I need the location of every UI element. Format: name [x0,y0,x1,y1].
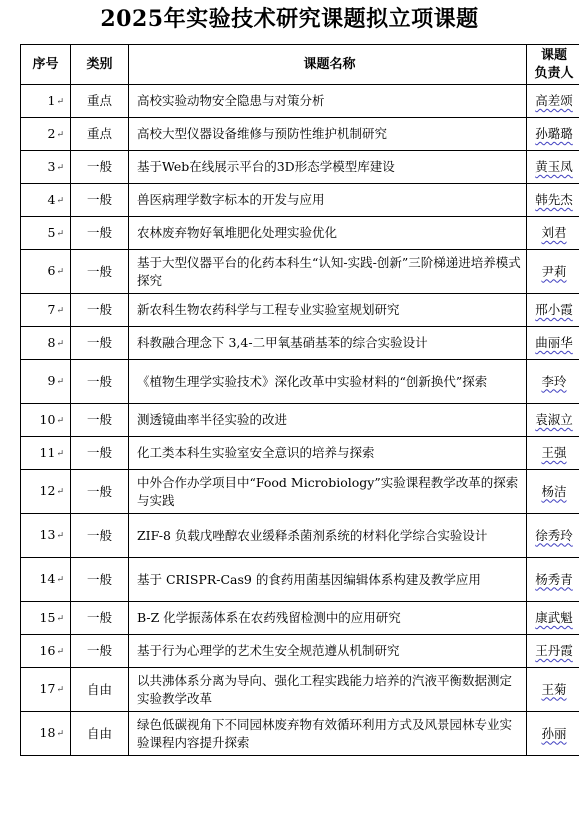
row-no-cell: 13↵ [21,514,71,558]
row-title-cell: 中外合作办学项目中“Food Microbiology”实验课程教学改革的探索与实践 [129,470,527,514]
row-type-cell: 一般 [71,437,129,470]
table-row [21,437,579,470]
row-no-cell: 5↵ [21,217,71,250]
row-lead-cell: 杨洁 [527,470,579,514]
row-title-cell: 基于行为心理学的艺术生安全规范遵从机制研究 [129,635,527,668]
row-title-cell: 基于大型仪器平台的化药本科生“认知-实践-创新”三阶梯递进培养模式探究 [129,250,527,294]
table-row [21,514,579,558]
row-type-cell: 一般 [71,250,129,294]
row-lead-cell: 王丹霞 [527,635,579,668]
row-type-cell: 一般 [71,635,129,668]
row-title-cell: 基于Web在线展示平台的3D形态学模型库建设 [129,151,527,184]
table-row [21,85,579,118]
row-type-cell: 一般 [71,602,129,635]
table-row [21,470,579,514]
row-title-cell: 新农科生物农药科学与工程专业实验室规划研究 [129,294,527,327]
row-lead-cell: 王强 [527,437,579,470]
table-row [21,635,579,668]
row-title-cell: 科教融合理念下 3,4-二甲氧基硝基苯的综合实验设计 [129,327,527,360]
row-lead-cell: 王菊 [527,668,579,712]
row-type-cell: 一般 [71,514,129,558]
row-no-cell: 2↵ [21,118,71,151]
row-lead-cell: 韩先杰 [527,184,579,217]
table-row [21,184,579,217]
row-title-cell: 高校大型仪器设备维修与预防性维护机制研究 [129,118,527,151]
row-lead-cell: 曲丽华 [527,327,579,360]
table-row [21,404,579,437]
row-type-cell: 一般 [71,217,129,250]
header-no: 序号 [21,45,71,85]
row-no-cell: 7↵ [21,294,71,327]
table-body [21,85,579,756]
table-row [21,558,579,602]
table-row [21,217,579,250]
row-no-cell: 8↵ [21,327,71,360]
row-no-cell: 4↵ [21,184,71,217]
table-row [21,151,579,184]
table-row [21,360,579,404]
row-no-cell: 10↵ [21,404,71,437]
header-type: 类别 [71,45,129,85]
row-lead-cell: 高差颂 [527,85,579,118]
row-lead-cell: 孙丽 [527,712,579,756]
row-type-cell: 一般 [71,404,129,437]
row-type-cell: 一般 [71,184,129,217]
row-type-cell: 重点 [71,85,129,118]
table-row [21,712,579,756]
row-lead-cell: 徐秀玲 [527,514,579,558]
row-type-cell: 一般 [71,558,129,602]
row-no-cell: 15↵ [21,602,71,635]
header-title: 课题名称 [129,45,527,85]
row-title-cell: 测透镜曲率半径实验的改进 [129,404,527,437]
row-lead-cell: 刘君 [527,217,579,250]
table-row [21,668,579,712]
table-row [21,327,579,360]
row-title-cell: 绿色低碳视角下不同园林废弃物有效循环利用方式及风景园林专业实验课程内容提升探索 [129,712,527,756]
table-row [21,118,579,151]
row-no-cell: 1↵ [21,85,71,118]
row-type-cell: 自由 [71,668,129,712]
row-title-cell: B-Z 化学振荡体系在农药残留检测中的应用研究 [129,602,527,635]
row-type-cell: 一般 [71,470,129,514]
row-title-cell: 以共沸体系分离为导向、强化工程实践能力培养的汽液平衡数据测定实验教学改革 [129,668,527,712]
row-lead-cell: 康武魁 [527,602,579,635]
row-title-cell: 基于 CRISPR-Cas9 的食药用菌基因编辑体系构建及教学应用 [129,558,527,602]
row-no-cell: 11↵ [21,437,71,470]
table-row [21,602,579,635]
row-no-cell: 3↵ [21,151,71,184]
row-no-cell: 18↵ [21,712,71,756]
row-type-cell: 重点 [71,118,129,151]
row-type-cell: 一般 [71,360,129,404]
row-lead-cell: 杨秀青 [527,558,579,602]
page-title: 2025年实验技术研究课题拟立项课题 [100,6,479,32]
project-table [20,44,579,756]
row-lead-cell: 孙璐璐 [527,118,579,151]
row-title-cell: 《植物生理学实验技术》深化改革中实验材料的“创新换代”探索 [129,360,527,404]
row-lead-cell: 黄玉凤 [527,151,579,184]
row-type-cell: 一般 [71,294,129,327]
row-lead-cell: 袁淑立 [527,404,579,437]
row-no-cell: 12↵ [21,470,71,514]
row-title-cell: 化工类本科生实验室安全意识的培养与探索 [129,437,527,470]
row-type-cell: 自由 [71,712,129,756]
row-title-cell: 农林废弃物好氧堆肥化处理实验优化 [129,217,527,250]
header-lead: 课题 负责人 [527,45,579,85]
row-no-cell: 16↵ [21,635,71,668]
table-row [21,294,579,327]
row-lead-cell: 李玲 [527,360,579,404]
row-no-cell: 9↵ [21,360,71,404]
row-lead-cell: 邢小霞 [527,294,579,327]
row-title-cell: ZIF-8 负载戊唑醇农业缓释杀菌剂系统的材料化学综合实验设计 [129,514,527,558]
row-type-cell: 一般 [71,151,129,184]
row-title-cell: 兽医病理学数字标本的开发与应用 [129,184,527,217]
row-no-cell: 6↵ [21,250,71,294]
table-header-row [21,45,579,85]
row-title-cell: 高校实验动物安全隐患与对策分析 [129,85,527,118]
row-no-cell: 14↵ [21,558,71,602]
table-row [21,250,579,294]
row-type-cell: 一般 [71,327,129,360]
row-no-cell: 17↵ [21,668,71,712]
row-lead-cell: 尹莉 [527,250,579,294]
